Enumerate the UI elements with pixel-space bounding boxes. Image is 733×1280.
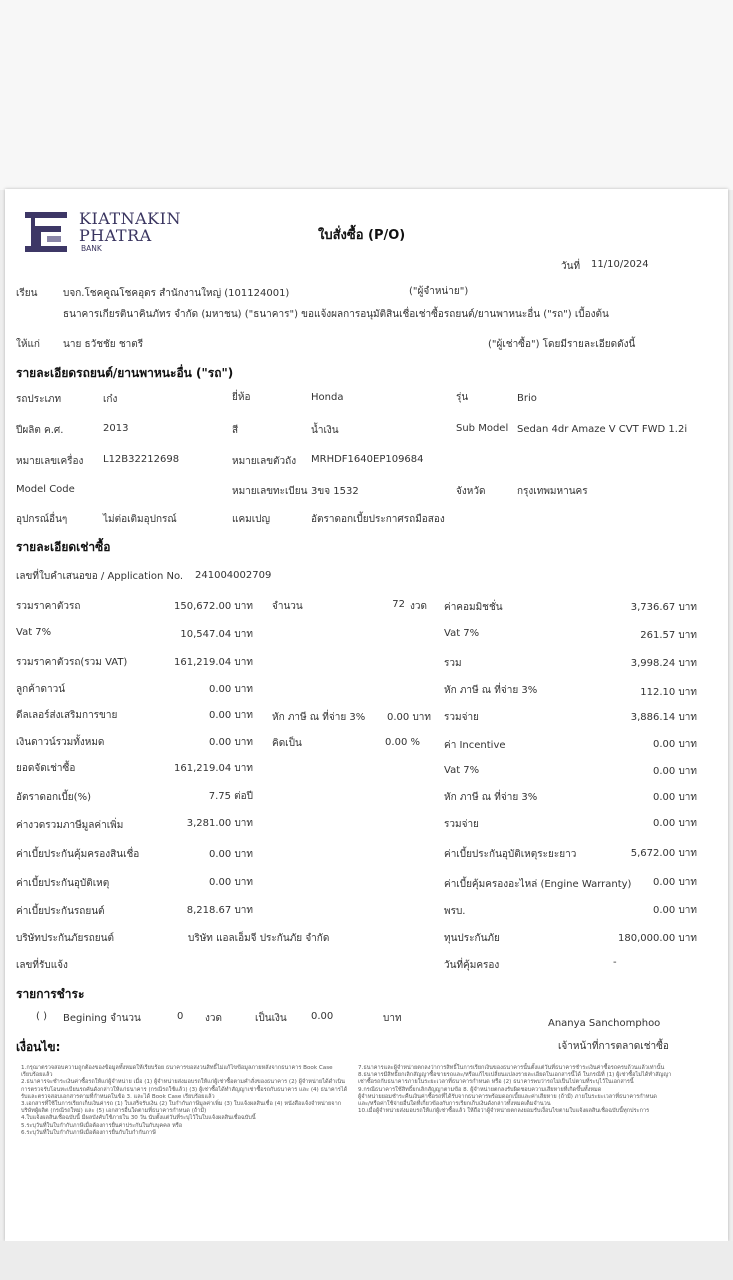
to-label: เรียน (16, 288, 38, 299)
comm-row-value: 3,736.67 บาท (630, 602, 697, 613)
condition-item: 2.ธนาคารจะชำระเงินค่าซื้อรถให้แก่ผู้จำหน่าย เมื่อ (1) ผู้จำหน่ายส่งมอบรถให้แก่ผู้เช่าซื้อตามคำสั่งของธนาคาร (2) ผู้จำหน่ายได้ดำเนินการตรวจรับโอนทะเบียนรถคันดังกล่าวให้แก่ธนาคาร (กรณีรถใช้แล้ว) (3) ผู้เช่าซื้อได้ทำสัญญาเช่าซื้อรถกับธนาคาร และ (4) ธนาคารได้รับและตรวจสอบเอกสารตามที่กำหนดในข้อ 3. และได้ Book Case เรียบร้อยแล้ว (21, 1079, 348, 1100)
comm-row-value: 0.00 บาท (653, 766, 697, 777)
comm-row-label: ค่าเบี้ยประกันอุบัติเหตุระยะยาว (444, 849, 577, 860)
give-note: ("ผู้เช่าซื้อ") โดยมีรายละเอียดดังนี้ (488, 339, 636, 350)
sum-insured-value: 180,000.00 บาท (618, 933, 697, 944)
hp-row-value: 10,547.04 บาท (180, 629, 253, 640)
car-brand-value: Honda (311, 392, 344, 403)
comm-row-label: รวมจ่าย (444, 712, 479, 723)
kkp-logo-icon (21, 209, 71, 255)
province-value: กรุงเทพมหานคร (517, 486, 588, 497)
percent-label: คิดเป็น (272, 738, 302, 749)
logo-line-3: BANK (81, 244, 102, 253)
section-hp-title: รายละเอียดเช่าซื้อ (16, 540, 111, 554)
hp-row-label: ยอดจัดเช่าซื้อ (16, 763, 76, 774)
car-submodel-label: Sub Model (456, 423, 509, 434)
comm-row-label: หัก ภาษี ณ ที่จ่าย 3% (444, 685, 538, 696)
car-type-value: เก๋ง (103, 394, 118, 405)
payment-currency: บาท (383, 1013, 402, 1024)
hp-row-value: 8,218.67 บาท (186, 905, 253, 916)
hp-row-label: ค่างวดรวมภาษีมูลค่าเพิ่ม (16, 820, 124, 831)
term-unit: งวด (410, 601, 427, 612)
notify-no-label: เลขที่รับแจ้ง (16, 960, 68, 971)
car-brand-label: ยี่ห้อ (232, 392, 251, 403)
chassis-no-label: หมายเลขตัวถัง (232, 456, 297, 467)
car-year-value: 2013 (103, 423, 129, 434)
comm-row-value: 0.00 บาท (653, 905, 697, 916)
campaign-value: อัตราดอกเบี้ยประกาศรถมือสอง (311, 514, 445, 525)
signer-title: เจ้าหน้าที่การตลาดเช่าซื้อ (558, 1041, 669, 1052)
conditions-left (21, 1065, 351, 1137)
dealer-wht-value: 0.00 บาท (387, 712, 431, 723)
payment-label: Begining จำนวน (63, 1013, 141, 1024)
date-label: วันที่ (561, 261, 581, 272)
top-blank-area (0, 0, 733, 190)
sum-insured-label: ทุนประกันภัย (444, 933, 500, 944)
intro-text: ธนาคารเกียรตินาคินภัทร จำกัด (มหาชน) ("ธนาคาร") ขอแจ้งผลการอนุมัติสินเชื่อเช่าซื้อรถยนต์/ยานพาหนะอื่น ("รถ") เบื้องต้น (63, 309, 609, 320)
hp-row-value: 161,219.04 บาท (174, 657, 253, 668)
hp-row-label: อัตราดอกเบี้ย(%) (16, 792, 91, 803)
payment-count: 0 (177, 1011, 184, 1022)
payment-amount-label: เป็นเงิน (255, 1013, 287, 1024)
insurance-company-label: บริษัทประกันภัยรถยนต์ (16, 933, 114, 944)
hp-row-value: 3,281.00 บาท (186, 818, 253, 829)
condition-item: 10.เมื่อผู้จำหน่ายส่งมอบรถให้แก่ผู้เช่าซื้อแล้ว ให้ถือว่าผู้จำหน่ายตกลงยอมรับเงื่อนไขตามใบแจ้งผลสินเชื่อฉบับนี้ทุกประการ (358, 1108, 650, 1115)
comm-row-value: 0.00 บาท (653, 792, 697, 803)
hp-row-label: Vat 7% (16, 627, 52, 638)
hp-row-label: ค่าเบี้ยประกันอุบัติเหตุ (16, 878, 110, 889)
comm-row-value: 3,886.14 บาท (630, 712, 697, 723)
plate-no-label: หมายเลขทะเบียน (232, 486, 308, 497)
comm-row-label: หัก ภาษี ณ ที่จ่าย 3% (444, 792, 538, 803)
cover-date-label: วันที่คุ้มครอง (444, 960, 500, 971)
comm-row-label: Vat 7% (444, 765, 480, 776)
bottom-blank-area (0, 1241, 733, 1280)
comm-row-label: ค่าเบี้ยคุ้มครองอะไหล่ (Engine Warranty) (444, 879, 632, 890)
comm-row-label: รวมจ่าย (444, 819, 479, 830)
condition-item: 4.ใบแจ้งผลสินเชื่อฉบับนี้ มีผลบังคับใช้ภายใน 30 วัน นับตั้งแต่วันที่ระบุไว้ในใบแจ้งผลสินเชื่อฉบับนี้ (21, 1115, 256, 1122)
plate-no-value: 3ขจ 1532 (311, 486, 359, 497)
application-no-value: 241004002709 (195, 570, 272, 581)
model-code-label: Model Code (16, 484, 75, 495)
to-value: บจก.โชคคูณโชคอุดร สำนักงานใหญ่ (101124001) (63, 288, 290, 299)
hp-row-value: 7.75 ต่อปี (208, 791, 253, 802)
comm-row-label: พรบ. (444, 906, 466, 917)
hp-row-label: ค่าเบี้ยประกันรถยนต์ (16, 906, 105, 917)
hp-row-value: 0.00 บาท (209, 737, 253, 748)
hp-row-label: ลูกค้าดาวน์ (16, 684, 66, 695)
section-conditions-title: เงื่อนไข: (16, 1040, 61, 1054)
payment-checkbox[interactable]: ( ) (36, 1011, 47, 1022)
give-value: นาย ธวัชชัย ชาตรี (63, 339, 144, 350)
condition-item: 3.เอกสารที่ใช้ในการเรียกเก็บเงินค่ารถ (1) ใบเสร็จรับเงิน (2) ใบกำกับภาษีมูลค่าเพิ่ม (3) ใบแจ้งผลสินเชื่อ (4) หนังสือแจ้งจำหน่ายจากบริษัทผู้ผลิต (กรณีรถใหม่) และ (5) เอกสารอื่นใดตามที่ธนาคารกำหนด (ถ้ามี) (21, 1101, 342, 1115)
condition-item: 5.ระบุวันที่ในใบกำกับภาษีเมื่อต้องการยื่นค่าประกันในกับบุคคล หรือ (21, 1122, 183, 1129)
purchase-order-document (5, 189, 728, 1241)
car-type-label: รถประเภท (16, 394, 62, 405)
car-year-label: ปีผลิต ค.ศ. (16, 425, 64, 436)
condition-item: 8.ธนาคารมีสิทธิ์ยกเลิกสัญญาซื้อขายรถและ/หรือแก้ไขเปลี่ยนแปลงรายละเอียดในเอกสารนี้ได้ ในกรณีที่ (1) ผู้เช่าซื้อไม่ได้ทำสัญญาเช่าซื้อรถกับธนาคารภายในระยะเวลาที่ธนาคารกำหนด หรือ (2) ธนาคารพบว่ารถไม่เป็นไปตามที่ระบุไว้ในเอกสารนี้ (358, 1072, 672, 1086)
hp-row-value: 150,672.00 บาท (174, 601, 253, 612)
comm-row-value: 261.57 บาท (640, 630, 697, 641)
payment-amount: 0.00 (311, 1011, 334, 1022)
comm-row-value: 112.10 บาท (640, 687, 697, 698)
condition-item: และ/หรือค่าใช้จ่ายอื่นใดที่เกี่ยวข้องกับการเรียกเก็บเงินดังกล่าวทั้งหมดเต็มจำนวน (358, 1101, 551, 1108)
comm-row-value: 0.00 บาท (653, 877, 697, 888)
campaign-label: แคมเปญ (232, 514, 271, 525)
hp-row-label: ดีลเลอร์ส่งเสริมการขาย (16, 710, 118, 721)
hp-row-value: 0.00 บาท (209, 684, 253, 695)
car-model-value: Brio (517, 393, 537, 404)
section-car-title: รายละเอียดรถยนต์/ยานพาหนะอื่น ("รถ") (16, 366, 234, 380)
insurance-company-value: บริษัท แอลเอ็มจี ประกันภัย จำกัด (188, 933, 330, 944)
hp-row-value: 0.00 บาท (209, 877, 253, 888)
conditions-right (358, 1065, 676, 1115)
cover-date-value: - (613, 957, 617, 968)
chassis-no-value: MRHDF1640EP109684 (311, 454, 424, 465)
document-title: ใบสั่งซื้อ (P/O) (318, 228, 406, 243)
condition-item: 9.กรณีธนาคารใช้สิทธิ์ยกเลิกสัญญาตามข้อ 8. ผู้จำหน่ายตกลงรับผิดชอบความเสียหายที่เกิดขึ้นทั้งหมด (358, 1086, 602, 1093)
engine-no-label: หมายเลขเครื่อง (16, 456, 84, 467)
car-color-value: น้ำเงิน (311, 425, 339, 436)
dealer-wht-label: หัก ภาษี ณ ที่จ่าย 3% (272, 712, 366, 723)
condition-item: ผู้จำหน่ายยอมชำระคืนเงินค่าซื้อรถที่ได้รับจากธนาคารพร้อมดอกเบี้ยและค่าเสียหาย (ถ้ามี) ภายในระยะเวลาที่ธนาคารกำหนด (358, 1093, 657, 1100)
term-label: จำนวน (272, 601, 303, 612)
section-payment-title: รายการชำระ (16, 987, 85, 1001)
province-label: จังหวัด (456, 486, 486, 497)
hp-row-value: 0.00 บาท (209, 710, 253, 721)
comm-row-label: ค่าคอมมิชชั่น (444, 602, 503, 613)
hp-row-label: รวมราคาตัวรถ(รวม VAT) (16, 657, 128, 668)
comm-row-value: 3,998.24 บาท (630, 658, 697, 669)
comm-row-value: 0.00 บาท (653, 818, 697, 829)
accessory-value: ไม่ต่อเติมอุปกรณ์ (103, 514, 177, 525)
hp-row-value: 161,219.04 บาท (174, 763, 253, 774)
application-no-label: เลขที่ใบคำเสนอขอ / Application No. (16, 571, 184, 582)
logo-line-2: PHATRA (79, 226, 152, 245)
car-color-label: สี (232, 425, 239, 436)
term-value: 72 (392, 599, 405, 610)
percent-value: 0.00 % (385, 737, 420, 748)
payment-unit: งวด (205, 1013, 222, 1024)
comm-row-label: Vat 7% (444, 628, 480, 639)
comm-row-label: ค่า Incentive (444, 740, 506, 751)
car-model-label: รุ่น (456, 392, 469, 403)
accessory-label: อุปกรณ์อื่นๆ (16, 514, 68, 525)
date-value: 11/10/2024 (591, 259, 649, 270)
car-submodel-value: Sedan 4dr Amaze V CVT FWD 1.2i (517, 424, 688, 435)
hp-row-label: ค่าเบี้ยประกันคุ้มครองสินเชื่อ (16, 849, 140, 860)
condition-item: 6.ระบุวันที่ในใบกำกับภาษีเมื่อต้องการยื่นกับใบกำกับภาษี (21, 1129, 156, 1136)
to-note: ("ผู้จำหน่าย") (409, 286, 469, 297)
hp-row-label: รวมราคาตัวรถ (16, 601, 81, 612)
comm-row-label: รวม (444, 658, 462, 669)
comm-row-value: 5,672.00 บาท (630, 848, 697, 859)
comm-row-value: 0.00 บาท (653, 739, 697, 750)
hp-row-label: เงินดาวน์รวมทั้งหมด (16, 737, 105, 748)
engine-no-value: L12B32212698 (103, 454, 180, 465)
condition-item: 1.กรุณาตรวจสอบความถูกต้องของข้อมูลทั้งหมดให้เรียบร้อย ธนาคารขอสงวนสิทธิ์ไม่แก้ไขข้อมูลภายหลังจากธนาคาร Book Case เรียบร้อยแล้ว (21, 1065, 333, 1079)
logo-line-1: KIATNAKIN (79, 209, 181, 228)
hp-row-value: 0.00 บาท (209, 849, 253, 860)
give-label: ให้แก่ (16, 339, 40, 350)
signer-name: Ananya Sanchomphoo (548, 1018, 661, 1029)
condition-item: 7.ธนาคารและผู้จำหน่ายตกลงว่าการสิทธิ์ในการเรียกเงินของธนาคารนั้นตั้งแต่วันที่ธนาคารชำระเงินค่าซื้อรถครบถ้วนแล้วเท่านั้น (358, 1065, 665, 1071)
